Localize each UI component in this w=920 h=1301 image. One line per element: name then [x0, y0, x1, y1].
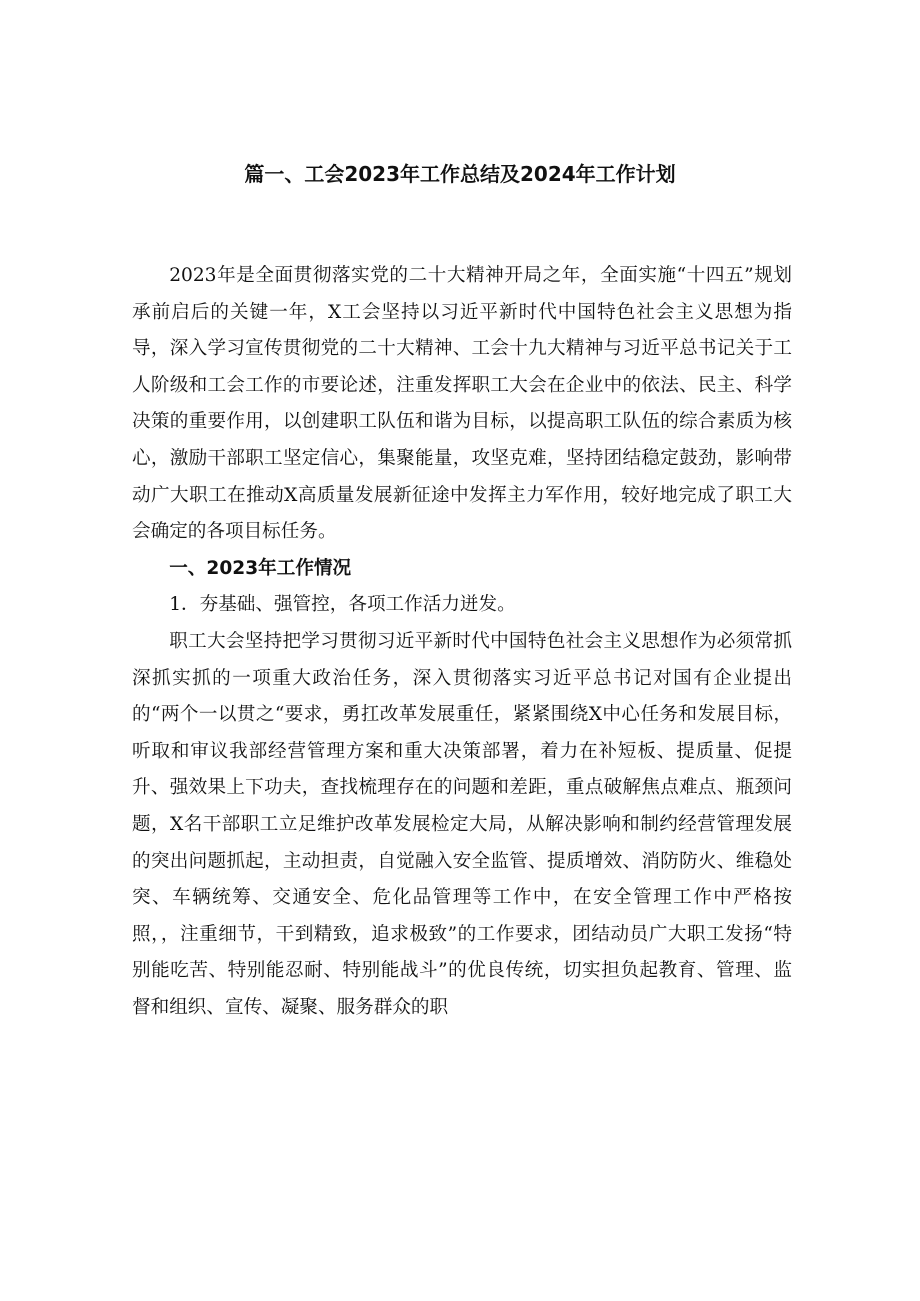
- document-title: 篇一、工会2023年工作总结及2024年工作计划: [244, 162, 676, 186]
- body-paragraph: 职工大会坚持把学习贯彻习近平新时代中国特色社会主义思想作为必须常抓深抓实抓的一项重大政治任务，深入贯彻落实习近平总书记对国有企业提出的“两个一以贯之“要求，勇扛改革发展重任，紧紧围绕X中心任务和发展目标，听取和审议我部经营管理方案和重大决策部署，着力在补短板、提质量、促提升、强效果上下功夫，查找梳理存在的问题和差距，重点破解焦点难点、瓶颈问题，X名干部职工立足维护改革发展检定大局，从解决影响和制约经营管理发展的突出问题抓起，主动担责，自觉融入安全监管、提质增效、消防防火、维稳处突、车辆统筹、交通安全、危化品管理等工作中，在安全管理工作中严格按照，，注重细节，干到精致，追求极致”的工作要求，团结动员广大职工发扬“特别能吃苦、特别能忍耐、特别能战斗”的优良传统，切实担负起教育、管理、监督和组织、宣传、凝聚、服务群众的职: [132, 630, 792, 1018]
- document-body: [132, 258, 792, 1026]
- subsection-heading: 1．夯基础、强管控，各项工作活力迸发。: [169, 594, 516, 616]
- intro-paragraph: 2023年是全面贯彻落实党的二十大精神开局之年，全面实施“十四五”规划承前启后的关键一年，X工会坚持以习近平新时代中国特色社会主义思想为指导，深入学习宣传贯彻党的二十大精神、工会十九大精神与习近平总书记关于工人阶级和工会工作的市要论述，注重发挥职工大会在企业中的依法、民主、科学决策的重要作用，以创建职工队伍和谐为目标，以提高职工队伍的综合素质为核心，激励干部职工坚定信心，集聚能量，攻坚克难，坚持团结稳定鼓劲，影响带动广大职工在推动X高质量发展新征途中发挥主力军作用，较好地完成了职工大会确定的各项目标任务。: [132, 265, 792, 543]
- section-heading: 一、2023年工作情况: [169, 557, 352, 579]
